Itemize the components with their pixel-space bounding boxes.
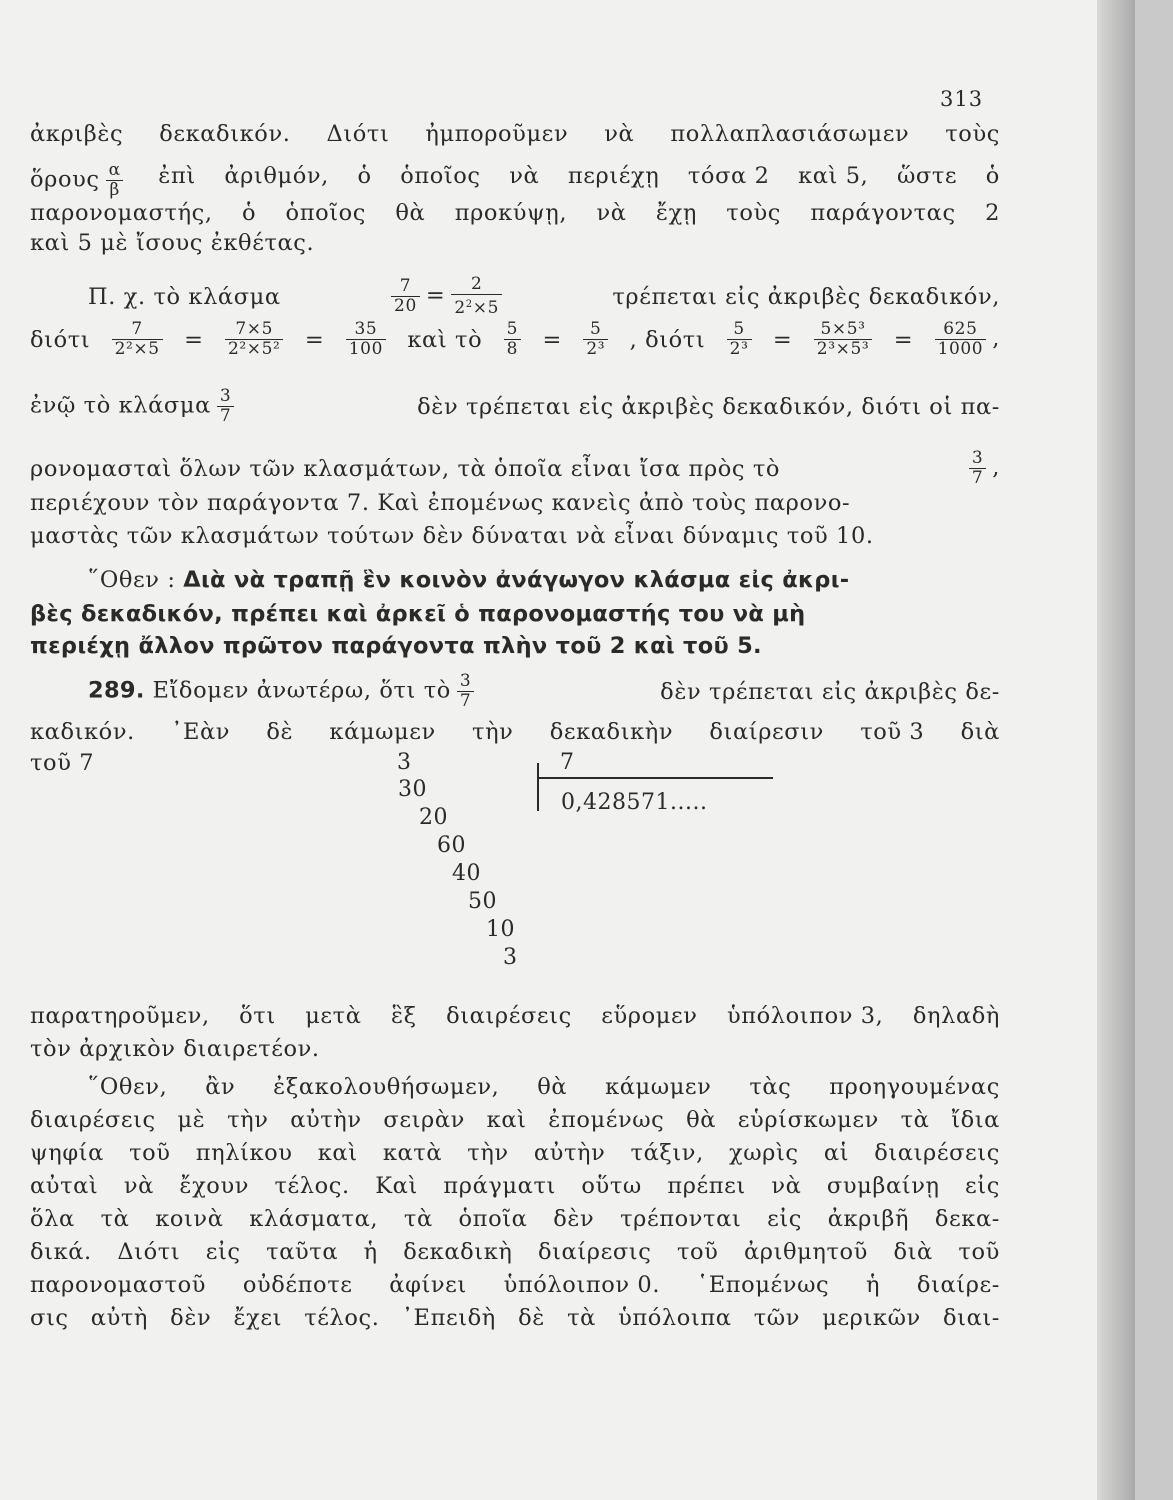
word: δεκαδικόν. bbox=[159, 121, 291, 147]
word: ταῦτα bbox=[266, 1239, 339, 1265]
denominator: 20 bbox=[391, 296, 420, 316]
word: τόσα 2 bbox=[687, 163, 770, 189]
denominator bbox=[451, 294, 502, 318]
text: , διότι bbox=[629, 326, 706, 353]
text-line bbox=[30, 717, 1000, 747]
word: ᾿Επειδὴ bbox=[401, 1305, 496, 1331]
text-line bbox=[30, 1171, 1000, 1201]
numerator: 5 bbox=[590, 319, 602, 339]
word: ἐπομένως bbox=[548, 1107, 665, 1133]
page-number: 313 bbox=[940, 87, 984, 111]
word: εὑρίσκωμεν bbox=[737, 1107, 879, 1133]
denominator: 7 bbox=[457, 691, 474, 711]
word: ἔχουν bbox=[179, 1173, 250, 1199]
word: δηλαδὴ bbox=[912, 1003, 1000, 1029]
text-line: περιέχουν τὸν παράγοντα 7. Καὶ ἐπομένως κανεὶς ἀπὸ τοὺς παρονο- bbox=[30, 490, 851, 516]
numerator: 7×5 bbox=[235, 319, 274, 339]
text: ρονομασταὶ ὅλων τῶν κλασμάτων, τὰ ὁποῖα εἶναι ἴσα πρὸς τὸ bbox=[30, 455, 781, 482]
fraction-with-comma bbox=[929, 320, 1000, 359]
word: τέλος. bbox=[304, 1305, 380, 1331]
remainder-step: 50 bbox=[468, 889, 497, 914]
section-number: 289. bbox=[88, 677, 145, 704]
word: καδικόν. bbox=[30, 719, 135, 745]
fraction bbox=[112, 320, 163, 359]
word: κοινὰ bbox=[155, 1206, 224, 1232]
fraction bbox=[225, 320, 284, 359]
word: ἐπὶ bbox=[158, 163, 196, 189]
text: ἐνῷ τὸ κλάσμα bbox=[30, 392, 211, 419]
word: ὁ bbox=[985, 163, 1000, 189]
numerator: 2 bbox=[470, 274, 483, 294]
text-line: τὸν ἀρχικὸν διαιρετέον. bbox=[30, 1036, 320, 1062]
word: παρονομαστοῦ bbox=[30, 1272, 207, 1298]
word: ὁποῖος bbox=[285, 200, 366, 226]
word: τὰς bbox=[749, 1074, 792, 1100]
fraction bbox=[451, 275, 502, 318]
text-line bbox=[30, 1001, 1000, 1031]
fraction bbox=[391, 277, 420, 316]
fraction bbox=[346, 320, 386, 359]
fraction-with-comma bbox=[963, 449, 1000, 488]
word: ἡ bbox=[363, 1239, 378, 1265]
den-base: 2 bbox=[454, 298, 466, 318]
fraction bbox=[727, 320, 752, 359]
word: τοὺς bbox=[726, 200, 781, 226]
word: ἔχῃ bbox=[655, 200, 697, 226]
fraction bbox=[106, 161, 124, 200]
numerator: 625 bbox=[943, 319, 978, 339]
text-line bbox=[30, 1138, 1000, 1168]
divisor: 7 bbox=[560, 750, 575, 775]
word: εἰς bbox=[205, 1239, 241, 1265]
word: παρονομαστής, bbox=[30, 200, 213, 226]
den-exponent: 2 bbox=[465, 299, 473, 310]
text-line bbox=[30, 1237, 1000, 1267]
word: ἀκριβὲς bbox=[30, 121, 124, 147]
word: τοῦ bbox=[958, 1239, 1000, 1265]
word: εἰς bbox=[767, 1206, 802, 1232]
text-line bbox=[30, 449, 1000, 488]
word: ἠμποροῦμεν bbox=[425, 121, 569, 147]
equals-sign: = bbox=[542, 326, 562, 353]
fraction bbox=[217, 387, 234, 426]
word: ἓξ bbox=[390, 1003, 417, 1029]
word: διὰ bbox=[960, 719, 1000, 745]
division-horizontal-rule bbox=[537, 777, 773, 779]
word: διαιρέσεις bbox=[874, 1140, 1000, 1166]
word: θὰ bbox=[686, 1107, 717, 1133]
word: κατὰ bbox=[382, 1140, 443, 1166]
word: δεκα- bbox=[934, 1206, 1000, 1232]
word: δὲ bbox=[518, 1305, 545, 1331]
text-line bbox=[30, 161, 1000, 200]
word: τὰ bbox=[900, 1107, 930, 1133]
denominator: 2²×5 bbox=[112, 339, 163, 359]
text-line: μαστὰς τῶν κλασμάτων τούτων δὲν δύναται νὰ εἶναι δύναμις τοῦ 10. bbox=[30, 523, 874, 549]
word: αὐτὴ bbox=[90, 1305, 148, 1331]
word: ὅτι bbox=[239, 1003, 276, 1029]
text-line bbox=[88, 1072, 1000, 1102]
text-line bbox=[88, 275, 1000, 318]
denominator: 2³×5³ bbox=[814, 339, 873, 359]
numerator: 5×5³ bbox=[820, 319, 866, 339]
word: προκύψῃ, bbox=[454, 200, 568, 226]
bold-rule-line: περιέχῃ ἄλλον πρῶτον παράγοντα πλὴν τοῦ 2 καὶ τοῦ 5. bbox=[30, 633, 762, 659]
word: κάμωμεν bbox=[605, 1074, 712, 1100]
word: οὐδέποτε bbox=[242, 1272, 353, 1298]
word: ἀριθμητοῦ bbox=[743, 1239, 868, 1265]
text-line bbox=[88, 672, 1000, 711]
word: νὰ bbox=[123, 1173, 154, 1199]
word: διαιρέσεις bbox=[446, 1003, 572, 1029]
equation-line bbox=[30, 320, 1000, 359]
word: τρέπονται bbox=[620, 1206, 742, 1232]
fraction bbox=[504, 320, 521, 359]
word: τὰ bbox=[403, 1206, 433, 1232]
word: ὅλα bbox=[30, 1206, 75, 1232]
denominator: β bbox=[106, 180, 122, 200]
word: διαιρέσεις bbox=[30, 1107, 156, 1133]
text-line bbox=[30, 198, 1000, 228]
word: εὕρομεν bbox=[601, 1003, 698, 1029]
word: πηλίκου bbox=[195, 1140, 293, 1166]
word: ὑπόλοιπον 0. bbox=[503, 1272, 661, 1298]
text-line bbox=[30, 1204, 1000, 1234]
word: διαίρεσις bbox=[537, 1239, 652, 1265]
word: Καὶ bbox=[375, 1173, 418, 1199]
word: μερικῶν bbox=[822, 1305, 921, 1331]
denominator: 2³ bbox=[727, 339, 752, 359]
word: νὰ bbox=[509, 163, 540, 189]
word: αὐτὴν bbox=[290, 1107, 362, 1133]
word: ὁποῖα bbox=[458, 1206, 528, 1232]
numerator: 35 bbox=[354, 319, 378, 339]
word: ὑπόλοιπον 3, bbox=[726, 1003, 884, 1029]
word: σις bbox=[30, 1305, 69, 1331]
word: ὁ bbox=[357, 163, 372, 189]
denominator: 7 bbox=[969, 468, 986, 488]
text: Π. χ. τὸ κλάσμα bbox=[88, 283, 281, 310]
word: θὰ bbox=[537, 1074, 568, 1100]
word: ὁ bbox=[242, 200, 257, 226]
word: πράγματι bbox=[443, 1173, 556, 1199]
equals-sign: = bbox=[304, 326, 325, 353]
word: ἴδια bbox=[951, 1107, 1000, 1133]
word: ῞Οθεν, bbox=[88, 1074, 168, 1100]
word: Διότι bbox=[326, 121, 390, 147]
word: χωρὶς bbox=[729, 1140, 799, 1166]
word: 2 bbox=[985, 200, 1000, 226]
numerator: α bbox=[108, 160, 121, 180]
word: καὶ bbox=[486, 1107, 527, 1133]
word: καὶ bbox=[317, 1140, 358, 1166]
text: Εἴδομεν ἀνωτέρω, ὅτι τὸ bbox=[152, 677, 451, 704]
equals-sign: = bbox=[184, 326, 204, 353]
text-line bbox=[30, 119, 1000, 149]
text-line bbox=[88, 565, 1000, 595]
quotient: 0,428571..... bbox=[561, 790, 708, 815]
fraction bbox=[583, 320, 608, 359]
comma: , bbox=[992, 325, 1000, 352]
remainder-step: 60 bbox=[437, 833, 466, 858]
word: νὰ bbox=[604, 121, 635, 147]
word: πρέπει bbox=[667, 1173, 746, 1199]
fraction bbox=[969, 449, 986, 488]
fraction bbox=[814, 320, 873, 359]
word: δεκαδικὴ bbox=[403, 1239, 513, 1265]
equation bbox=[385, 275, 508, 318]
word: περιέχῃ bbox=[567, 163, 660, 189]
comma: , bbox=[992, 454, 1000, 481]
word: ἀφίνει bbox=[389, 1272, 467, 1298]
numerator: 7 bbox=[131, 319, 143, 339]
den-rest: ×5 bbox=[472, 298, 499, 318]
word: ὅρους bbox=[30, 166, 100, 193]
denominator: 7 bbox=[217, 406, 234, 426]
phrase-with-fraction bbox=[88, 672, 480, 711]
numerator: 7 bbox=[399, 276, 412, 296]
word: διαι- bbox=[943, 1305, 1000, 1331]
word: αὐτὴν bbox=[533, 1140, 606, 1166]
word: δὲν bbox=[553, 1206, 595, 1232]
equals-sign: = bbox=[425, 282, 446, 309]
equals-sign: = bbox=[772, 326, 793, 353]
word: Διότι bbox=[117, 1239, 181, 1265]
word: συμβαίνῃ bbox=[826, 1173, 940, 1199]
word: νὰ bbox=[596, 200, 627, 226]
word: πολλαπλασιάσωμεν bbox=[670, 121, 910, 147]
numerator: 3 bbox=[971, 448, 984, 468]
word: τοὺς bbox=[945, 121, 1000, 147]
word: τοῦ 3 bbox=[860, 719, 925, 745]
text: καὶ τὸ bbox=[407, 326, 483, 353]
fraction bbox=[935, 320, 987, 359]
numerator: 3 bbox=[459, 671, 472, 691]
bold-rule-line: βὲς δεκαδικόν, πρέπει καὶ ἀρκεῖ ὁ παρονομαστής του νὰ μὴ bbox=[30, 601, 806, 627]
word: διότι bbox=[30, 326, 91, 353]
text: δὲν τρέπεται εἰς ἀκριβὲς δε- bbox=[660, 678, 1000, 705]
word: κάμωμεν bbox=[329, 719, 436, 745]
remainder-step: 10 bbox=[486, 917, 515, 942]
word: μετὰ bbox=[305, 1003, 362, 1029]
word: ὁποῖος bbox=[400, 163, 481, 189]
word: προηγουμένας bbox=[829, 1074, 1000, 1100]
word: δεκαδικὴν bbox=[549, 719, 674, 745]
word-with-fraction bbox=[30, 161, 130, 200]
dividend: 3 bbox=[397, 750, 412, 775]
word: τῶν bbox=[753, 1305, 800, 1331]
text-line: καὶ 5 μὲ ἴσους ἐκθέτας. bbox=[30, 230, 315, 256]
word: σειρὰν bbox=[383, 1107, 465, 1133]
phrase-with-fraction bbox=[30, 387, 240, 426]
word: τὴν bbox=[472, 719, 514, 745]
remainder-step: 3 bbox=[503, 945, 518, 970]
word: δὲν bbox=[170, 1305, 212, 1331]
word: τὴν bbox=[227, 1107, 269, 1133]
word: τοῦ bbox=[129, 1140, 171, 1166]
word: δικά. bbox=[30, 1239, 92, 1265]
word: παρατηροῦμεν, bbox=[30, 1003, 210, 1029]
text-line: τοῦ 7 bbox=[30, 750, 95, 776]
denominator: 8 bbox=[504, 339, 521, 359]
denominator: 100 bbox=[346, 339, 386, 359]
word: ᾿Εὰν bbox=[171, 719, 231, 745]
text-line bbox=[30, 1303, 1000, 1333]
word: εἰς bbox=[965, 1173, 1000, 1199]
word: τέλος. bbox=[274, 1173, 350, 1199]
word: μὲ bbox=[177, 1107, 206, 1133]
word: διαίρε- bbox=[916, 1272, 1000, 1298]
word: δὲ bbox=[266, 719, 294, 745]
page-edge bbox=[1097, 0, 1135, 1500]
word: ἀκριβῆ bbox=[827, 1206, 910, 1232]
word: ὥστε bbox=[896, 163, 958, 189]
word: διὰ bbox=[893, 1239, 933, 1265]
remainder-step: 20 bbox=[419, 805, 448, 830]
text: ῞Οθεν : bbox=[88, 567, 176, 593]
word: ἔχει bbox=[233, 1305, 283, 1331]
word: οὕτω bbox=[581, 1173, 642, 1199]
word: αἱ bbox=[823, 1140, 850, 1166]
word: αὐταὶ bbox=[30, 1173, 99, 1199]
denominator: 1000 bbox=[935, 339, 987, 359]
division-vertical-rule bbox=[537, 763, 539, 811]
fraction bbox=[457, 672, 474, 711]
equals-sign: = bbox=[893, 326, 914, 353]
remainder-step: 40 bbox=[452, 861, 481, 886]
denominator: 2³ bbox=[583, 339, 608, 359]
text-line bbox=[30, 387, 1000, 426]
word: τὰ bbox=[100, 1206, 130, 1232]
word: ἡ bbox=[866, 1272, 881, 1298]
text-line bbox=[30, 1105, 1000, 1135]
word: ἀριθμόν, bbox=[224, 163, 329, 189]
word: διαίρεσιν bbox=[709, 719, 824, 745]
word: παράγοντας bbox=[810, 200, 956, 226]
denominator: 2²×5² bbox=[225, 339, 284, 359]
numerator: 3 bbox=[219, 386, 232, 406]
numerator: 5 bbox=[506, 319, 519, 339]
word: τοῦ bbox=[676, 1239, 719, 1265]
word: ψηφία bbox=[30, 1140, 104, 1166]
word: τάξιν, bbox=[630, 1140, 704, 1166]
numerator: 5 bbox=[733, 319, 745, 339]
remainder-step: 30 bbox=[398, 777, 427, 802]
text: τρέπεται εἰς ἀκριβὲς δεκαδικόν, bbox=[612, 283, 1000, 310]
text-line bbox=[30, 1270, 1000, 1300]
text: δὲν τρέπεται εἰς ἀκριβὲς δεκαδικόν, διότι οἱ πα- bbox=[417, 393, 1000, 420]
word: ὑπόλοιπα bbox=[618, 1305, 732, 1331]
word: τὴν bbox=[467, 1140, 509, 1166]
word: καὶ 5, bbox=[798, 163, 869, 189]
word: νὰ bbox=[771, 1173, 802, 1199]
word: τὰ bbox=[567, 1305, 596, 1331]
word: ἂν bbox=[205, 1074, 236, 1100]
word: ἐξακολουθήσωμεν, bbox=[273, 1074, 500, 1100]
word: θὰ bbox=[395, 200, 426, 226]
word: ῾Επομένως bbox=[696, 1272, 830, 1298]
word: κλάσματα, bbox=[249, 1206, 379, 1232]
bold-rule: Διὰ νὰ τραπῇ ἓν κοινὸν ἀνάγωγον κλάσμα εἰς ἀκρι- bbox=[183, 567, 850, 593]
